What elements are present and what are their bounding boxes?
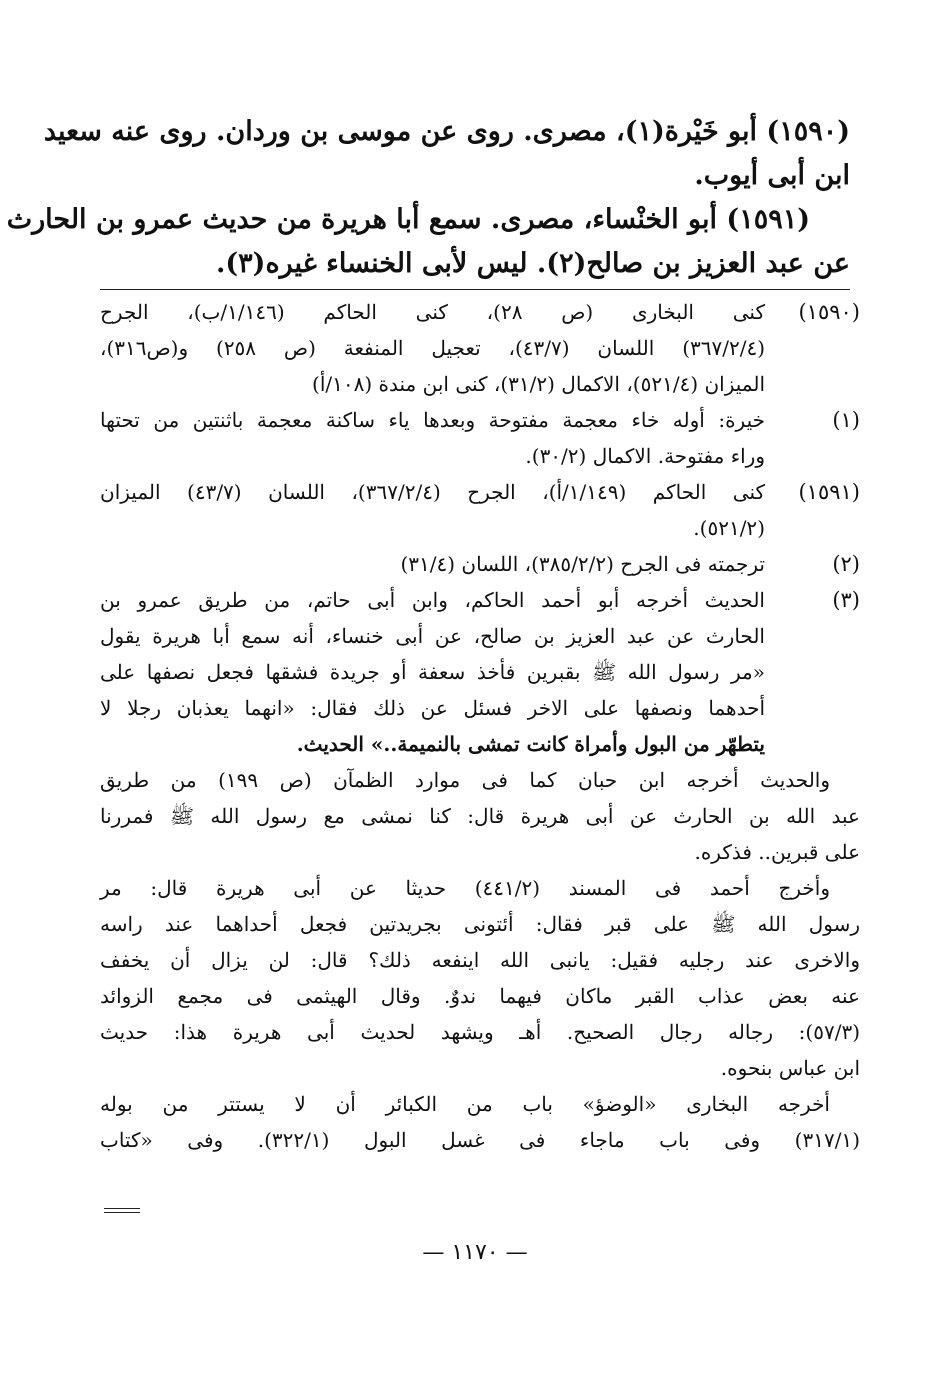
footnote-paragraph-ibn-hibban: [100, 762, 860, 870]
catchword-underline: [104, 1208, 140, 1209]
paragraph-line: (٣١٧/١) وفى باب ماجاء فى غسل البول (٣٢٢/١). وفى «كتاب: [100, 1128, 860, 1152]
footnote-line: يتطهّر من البول وأمراة كانت تمشى بالنميمة..» الحديث.: [296, 732, 765, 756]
footnote-paragraph-bukhari: [100, 1086, 860, 1158]
footnote-line: خيرة: أوله خاء معجمة مفتوحة وبعدها ياء ساكنة معجمة باثنتين من تحتها: [100, 408, 765, 432]
footnote-line: كنى الحاكم (١/١٤٩/أ)، الجرح (٣٦٧/٢/٤)، اللسان (٤٣/٧) الميزان: [100, 480, 766, 504]
paragraph-line: على قبرين.. فذكره.: [694, 840, 860, 864]
paragraph-line: عنه بعض عذاب القبر ماكان فيهما ندوٌ. وقال الهيثمى فى مجمع الزوائد: [100, 984, 860, 1008]
catchword-underline-double: [104, 1212, 140, 1213]
entry-1591-line-2: عن عبد العزيز بن صالح(٢). ليس لأبى الخنساء غيره(٣).: [215, 248, 850, 279]
main-text: [6, 110, 850, 286]
footnote-1: [100, 402, 860, 474]
footnote-number: (٣): [832, 588, 860, 612]
page-number: — ١١٧٠ —: [422, 1240, 528, 1265]
footnote-number: (٢): [832, 552, 860, 576]
footnote-line: الحديث أخرجه أبو أحمد الحاكم، وابن أبى حاتم، من طريق عمرو بن: [100, 588, 765, 612]
footnote-paragraph-ahmad: [100, 870, 860, 1086]
footnote-line: كنى البخارى (ص ٢٨)، كنى الحاكم (١/١٤٦/ب)، الجرح: [100, 300, 765, 324]
footnote-number: (١٥٩١): [798, 480, 860, 504]
footnote-line: ترجمته فى الجرح (٣٨٥/٢/٢)، اللسان (٣١/٤): [400, 552, 765, 576]
paragraph-line: أخرجه البخارى «الوضؤ» باب من الكبائر أن لا يستتر من بوله: [100, 1092, 830, 1116]
paragraph-line: رسول الله ﷺ على قبر فقال: أئتونى بجريدتين فجعل أحداهما عند راسه: [100, 912, 860, 936]
paragraph-line: (٥٧/٣): رجاله رجال الصحيح. أهـ ويشهد لحديث أبى هريرة هذا: حديث: [100, 1020, 860, 1044]
footnote-line: (٣٦٧/٢/٤) اللسان (٤٣/٧)، تعجيل المنفعة (ص ٢٥٨) و(ص٣١٦)،: [100, 336, 765, 360]
footnote-separator: [100, 289, 850, 290]
entry-1590-line-2: ابن أبى أيوب.: [694, 160, 850, 191]
footnote-3: [100, 582, 860, 762]
paragraph-line: ابن عباس بنحوه.: [720, 1056, 860, 1080]
footnote-2: [100, 546, 860, 582]
entry-1591-line-1: (١٥٩١) أبو الخنْساء، مصرى. سمع أبا هريرة من حديث عمرو بن الحارث: [6, 204, 810, 235]
paragraph-line: والاخرى عند رجليه فقيل: يانبى الله اينفعه ذلك؟ قال: لن يزال أن يخفف: [100, 948, 860, 972]
paragraph-line: وأخرج أحمد فى المسند (٤٤١/٢) حديثا عن أبى هريرة قال: مر: [100, 876, 830, 900]
footnote-line: «مر رسول الله ﷺ بقبرين فأخذ سعفة أو جريدة فشقها فجعل نصفها على: [100, 660, 765, 684]
footnote-line: أحدهما ونصفها على الاخر فسئل عن ذلك فقال: «انهما يعذبان رجلا لا: [100, 696, 765, 720]
footnote-number: (١٥٩٠): [798, 300, 860, 324]
footnote-line: (٥٢١/٢).: [693, 516, 765, 540]
footnotes: [100, 294, 860, 1158]
footnote-line: الحارث عن عبد العزيز بن صالح، عن أبى خنساء، أنه سمع أبا هريرة يقول: [100, 624, 765, 648]
footnote-line: الميزان (٥٢١/٤)، الاكمال (٣١/٢)، كنى ابن مندة (١٠٨/أ): [312, 372, 765, 396]
footnote-1590: [100, 294, 860, 402]
paragraph-line: عبد الله بن الحارث عن أبى هريرة قال: كنا نمشى مع رسول الله ﷺ فمررنا: [100, 804, 860, 828]
footnote-1591: [100, 474, 860, 546]
footnote-number: (١): [832, 408, 860, 432]
paragraph-line: والحديث أخرجه ابن حبان كما فى موارد الظمآن (ص ١٩٩) من طريق: [100, 768, 830, 792]
entry-1590-line-1: (١٥٩٠) أبو خَيْرة(١)، مصرى. روى عن موسى بن وردان. روى عنه سعيد: [43, 116, 850, 147]
footnote-line: وراء مفتوحة. الاكمال (٣٠/٢).: [525, 444, 765, 468]
